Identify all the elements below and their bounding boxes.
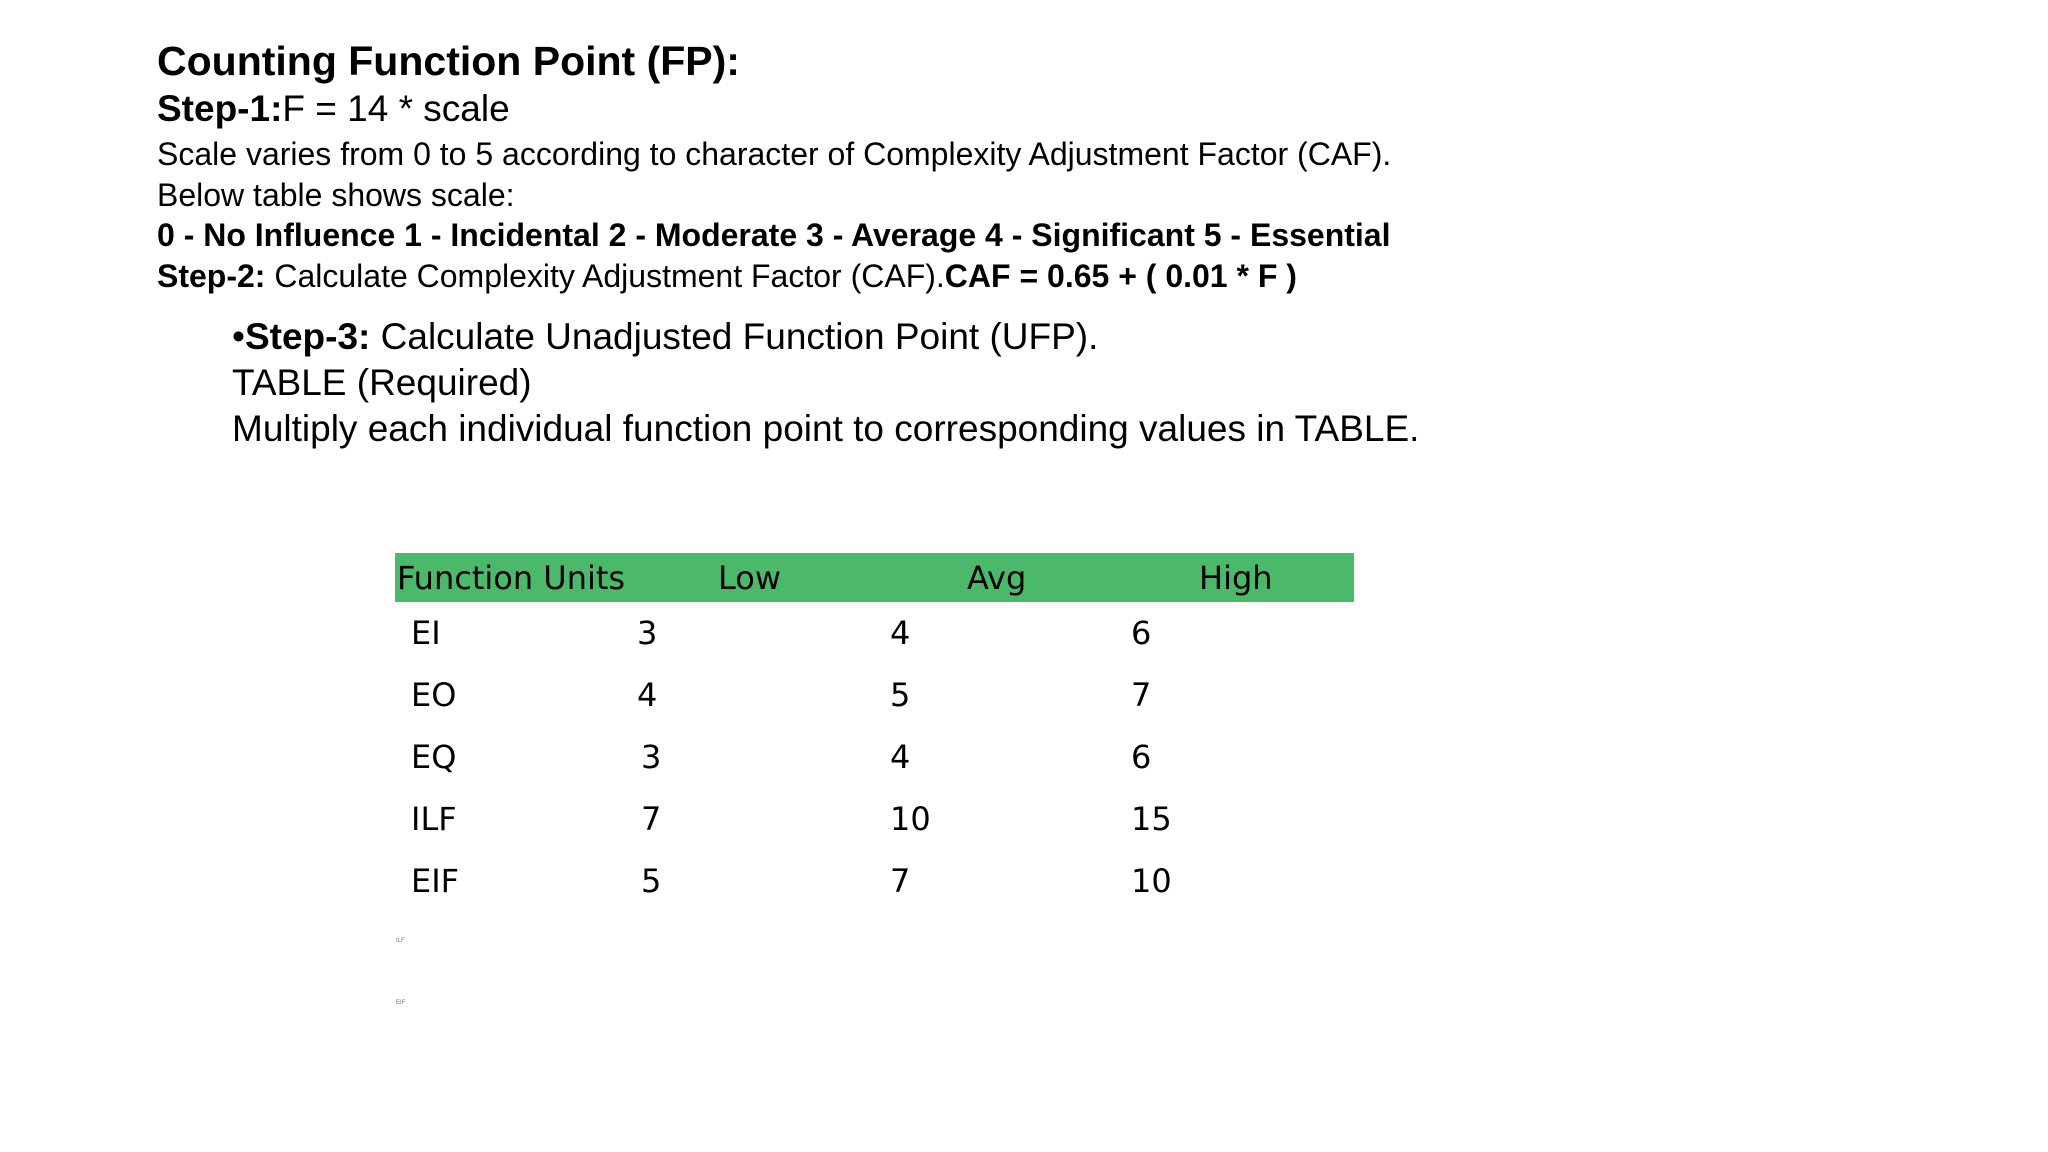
table-required-text: TABLE (Required) [232, 362, 532, 403]
residual-label-ilf: ILF [396, 938, 405, 944]
cell-unit: ILF [411, 800, 457, 838]
step1-line [157, 88, 510, 130]
cell-low: 3 [637, 614, 658, 652]
cell-low: 4 [637, 676, 658, 714]
scale-intro: Below table shows scale: [157, 177, 515, 213]
header-function-units: Function Units [397, 559, 626, 597]
cell-avg: 7 [890, 862, 911, 900]
table-row [395, 850, 1354, 912]
step3-line [232, 316, 1098, 358]
cell-high: 6 [1131, 738, 1152, 776]
step3-label: Step-3: [244, 316, 371, 357]
cell-unit: EO [411, 676, 457, 714]
header-low: Low [718, 559, 782, 597]
header-avg: Avg [967, 559, 1027, 597]
table-row [395, 602, 1354, 664]
residual-label-eif: EIF [396, 1000, 406, 1006]
cell-low: 3 [641, 738, 662, 776]
cell-unit: EI [411, 614, 441, 652]
cell-avg: 4 [890, 738, 911, 776]
page-title: Counting Function Point (FP): [157, 38, 740, 84]
step2-line [157, 258, 1297, 295]
table-row [395, 664, 1354, 726]
cell-high: 7 [1131, 676, 1152, 714]
step1-formula: F = 14 * scale [282, 88, 510, 129]
cell-high: 6 [1131, 614, 1152, 652]
cell-avg: 4 [890, 614, 911, 652]
step1-label: Step-1: [157, 88, 283, 129]
step2-label: Step-2: [157, 258, 266, 294]
cell-low: 7 [641, 800, 662, 838]
table-header-row [395, 553, 1354, 602]
multiply-instruction: Multiply each individual function point to corresponding values in TABLE. [232, 408, 1420, 449]
cell-avg: 5 [890, 676, 911, 714]
cell-avg: 10 [890, 800, 931, 838]
cell-low: 5 [641, 862, 662, 900]
cell-high: 15 [1131, 800, 1172, 838]
cell-unit: EQ [411, 738, 457, 776]
table-row [395, 726, 1354, 788]
bullet: • [232, 316, 245, 357]
step3-text: Calculate Unadjusted Function Point (UFP). [370, 316, 1099, 357]
table-row [395, 788, 1354, 850]
step2-formula: CAF = 0.65 + ( 0.01 * F ) [944, 258, 1297, 294]
cell-high: 10 [1131, 862, 1172, 900]
scale-description: Scale varies from 0 to 5 according to character of Complexity Adjustment Factor (CAF). [157, 136, 1392, 172]
scale-values: 0 - No Influence 1 - Incidental 2 - Moderate 3 - Average 4 - Significant 5 - Essential [157, 217, 1391, 253]
function-units-table [395, 553, 1354, 912]
step2-text: Calculate Complexity Adjustment Factor (CAF). [265, 258, 945, 294]
header-high: High [1199, 559, 1273, 597]
cell-unit: EIF [411, 862, 460, 900]
